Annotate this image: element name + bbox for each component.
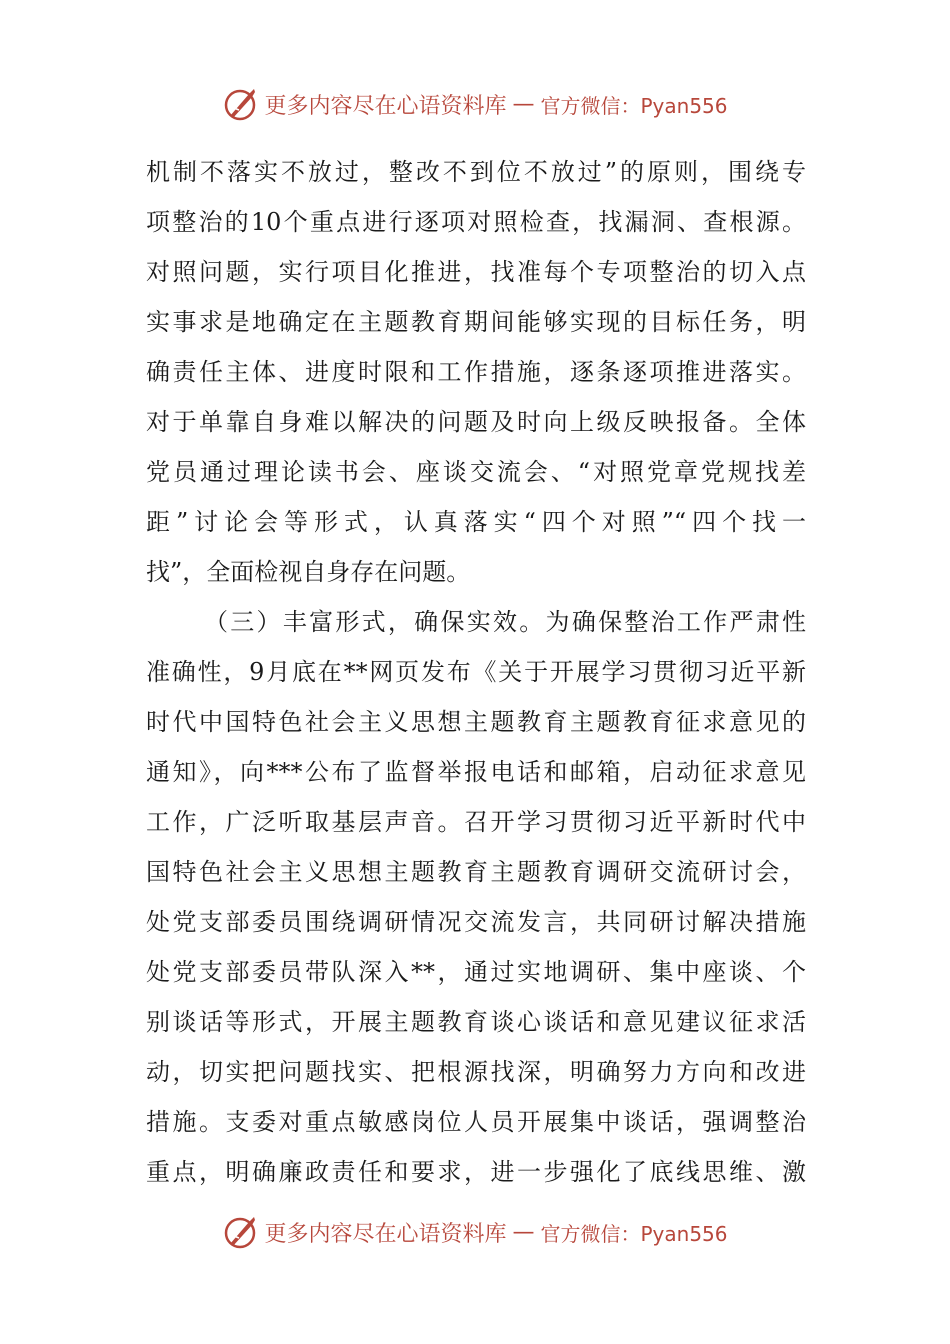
body-line: 处党支部委员带队深入**，通过实地调研、集中座谈、个 <box>146 958 806 986</box>
body-line: 党员通过理论读书会、座谈交流会、“对照党章党规找差 <box>146 458 806 486</box>
body-line: 确责任主体、进度时限和工作措施，逐条逐项推进落实。 <box>146 358 806 386</box>
header-watermark <box>0 84 950 124</box>
body-line: 项整治的10个重点进行逐项对照检查，找漏洞、查根源。 <box>146 208 806 236</box>
section-heading-line: （三）丰富形式，确保实效。为确保整治工作严肃性 <box>204 608 806 636</box>
body-line: 时代中国特色社会主义思想主题教育主题教育征求意见的 <box>146 708 806 736</box>
body-line: 实事求是地确定在主题教育期间能够实现的目标任务，明 <box>146 308 806 336</box>
watermark-separator: — <box>512 91 535 117</box>
body-line: 机制不落实不放过，整改不到位不放过”的原则，围绕专 <box>146 158 806 186</box>
quill-pen-logo-icon <box>222 1214 258 1250</box>
body-line: 重点，明确廉政责任和要求，进一步强化了底线思维、激 <box>146 1158 806 1186</box>
body-line: 通知》，向***公布了监督举报电话和邮箱，启动征求意见 <box>146 758 806 786</box>
body-line: 工作，广泛听取基层声音。召开学习贯彻习近平新时代中 <box>146 808 806 836</box>
watermark-contact-text: 官方微信：Pyan556 <box>540 93 728 118</box>
document-body <box>146 147 806 1197</box>
body-line: 措施。支委对重点敏感岗位人员开展集中谈话，强调整治 <box>146 1108 806 1136</box>
body-line: 动，切实把问题找实、把根源找深，明确努力方向和改进 <box>146 1058 806 1086</box>
body-line: 对照问题，实行项目化推进，找准每个专项整治的切入点 <box>146 258 806 286</box>
watermark-main-text: 更多内容尽在心语资料库 <box>264 93 507 119</box>
body-line: 处党支部委员围绕调研情况交流发言，共同研讨解决措施 <box>146 908 806 936</box>
watermark-contact-text: 官方微信：Pyan556 <box>540 1221 728 1246</box>
body-line: 距”讨论会等形式，认真落实“四个对照”“四个找一 <box>146 508 806 536</box>
body-line: 对于单靠自身难以解决的问题及时向上级反映报备。全体 <box>146 408 806 436</box>
watermark-separator: — <box>512 1219 535 1245</box>
watermark-main-text: 更多内容尽在心语资料库 <box>264 1221 507 1247</box>
body-line: 国特色社会主义思想主题教育主题教育调研交流研讨会， <box>146 858 806 886</box>
footer-watermark <box>0 1212 950 1252</box>
body-line: 找”，全面检视自身存在问题。 <box>146 558 471 586</box>
body-line: 准确性，9月底在**网页发布《关于开展学习贯彻习近平新 <box>146 658 806 686</box>
body-line: 别谈话等形式，开展主题教育谈心谈话和意见建议征求活 <box>146 1008 806 1036</box>
quill-pen-logo-icon <box>222 86 258 122</box>
